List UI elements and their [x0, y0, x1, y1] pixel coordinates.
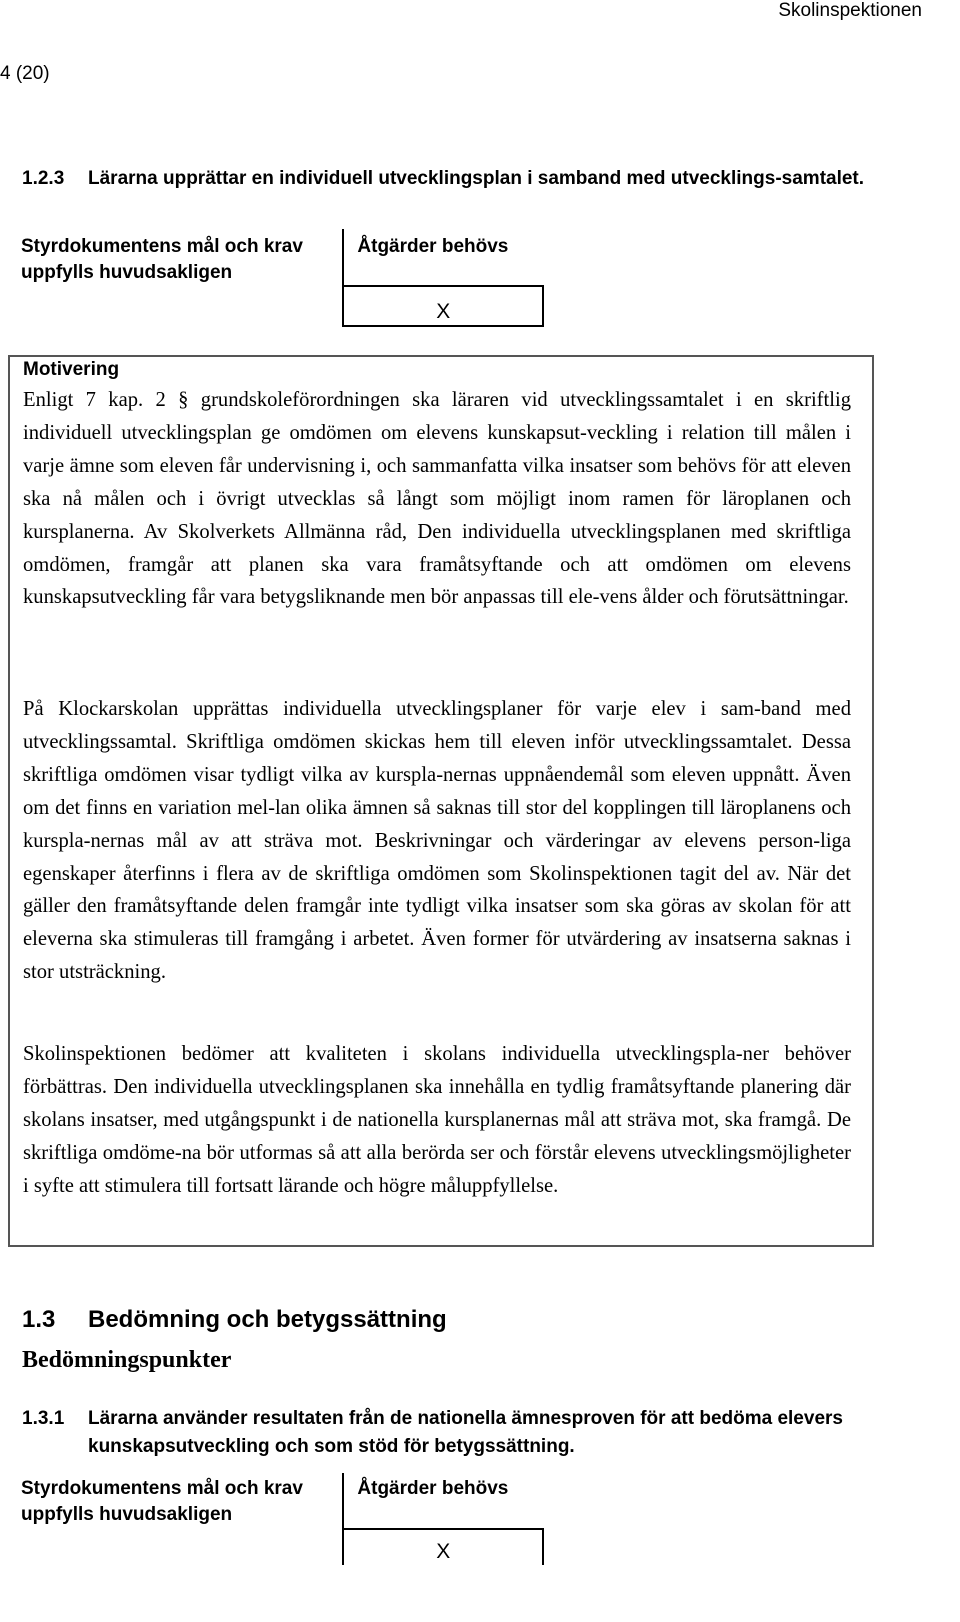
- assessment-table-1: [8, 229, 544, 327]
- page-number: 4 (20): [0, 63, 50, 84]
- paragraph-3: Skolinspektionen bedömer att kvaliteten i skolans individuella utvecklingspla-ner behöver förbättras. Den individuella utvecklingsplanen ska innehålla en tydlig framåtsyftande planering där skolans insatser, med utgångspunkt i de nationella kursplanernas mål att sträva mot, ska framgå. De skriftliga omdöme-na bör utformas så att alla berörda ser och förstår elevens utvecklingsmöjligheter i syfte att stimulera till fortsatt lärande och högre måluppfyllelse.: [23, 1043, 851, 1197]
- cell-fulfilled: [8, 286, 343, 326]
- paragraph-2: På Klockarskolan upprättas individuella utvecklingsplaner för varje elev i sam-band med utvecklingssamtal. Skriftliga omdömen skickas hem till eleven inför utvecklingssamtalet. Dessa skriftliga omdömen visar tydligt vilka av kurspla-nernas uppnåendemål som eleven uppnått. Även om det finns en variation mel-lan olika ämnen så saknas till stor del kopplingen till läroplanens och kurspla-nernas mål av att sträva mot. Beskrivningar och värderingar av elevens person-liga egenskaper återfinns i flera av de skriftliga omdömen som Skolinspektionen tagit del av. När det gäller den framåtsyftande delen framgår inte tydligt vilka insatser som ska göras av skolan för att eleverna ska stimuleras till framgång i arbetet. Även former för utvärdering av insatserna saknas i stor utsträckning.: [23, 698, 851, 984]
- paragraph-1: Enligt 7 kap. 2 § grundskoleförordningen ska läraren vid utvecklingssamtalet i en skriftlig individuell utvecklingsplan ge omdömen om elevens kunskapsut-veckling i relation till målen i varje ämne som eleven får undervisning i, och sammanfatta vilka insatser som behövs för att eleven ska nå målen och i övrigt utvecklas så långt som möjligt inom ramen för läroplanen och kursplanerna. Av Skolverkets Allmänna råd, Den individuella utvecklingsplanen med skriftliga omdömen, framgår att planen ska vara framåtsyftande och att omdömen om elevens kunskapsutveckling får vara betygsliknande men bör anpassas till ele-vens ålder och förutsättningar.: [23, 389, 851, 609]
- assessment-table-2: [8, 1473, 544, 1565]
- col-fulfilled: Styrdokumentens mål och krav uppfylls huvudsakligen: [8, 229, 343, 286]
- motivering-box: [8, 355, 874, 1247]
- assessment-point-1: [22, 165, 892, 193]
- mark-actions: X: [343, 286, 543, 326]
- section-title-text: Bedömning och betygssättning: [88, 1306, 447, 1333]
- col-actions: Åtgärder behövs: [343, 1473, 543, 1529]
- assessment-point-2: [22, 1405, 937, 1461]
- col-fulfilled: Styrdokumentens mål och krav uppfylls huvudsakligen: [8, 1473, 343, 1529]
- header-org: Skolinspektionen: [778, 0, 922, 21]
- assessment-text: Lärarna använder resultaten från de nationella ämnesproven för att bedöma elevers kunskapsutveckling och som stöd för betygssättning.: [88, 1408, 843, 1457]
- section-number: 1.3: [22, 1306, 56, 1333]
- assessment-number: 1.2.3: [22, 168, 65, 189]
- assessment-number: 1.3.1: [22, 1408, 65, 1429]
- cell-fulfilled: [8, 1529, 343, 1565]
- assessment-text: Lärarna upprättar en individuell utvecklingsplan i samband med utvecklings-samtalet.: [88, 168, 865, 189]
- section-title: [22, 1306, 447, 1334]
- col-actions: Åtgärder behövs: [343, 229, 543, 286]
- motivering-label: Motivering: [23, 359, 120, 380]
- section-subtitle: Bedömningspunkter: [22, 1347, 232, 1373]
- mark-actions: X: [343, 1529, 543, 1565]
